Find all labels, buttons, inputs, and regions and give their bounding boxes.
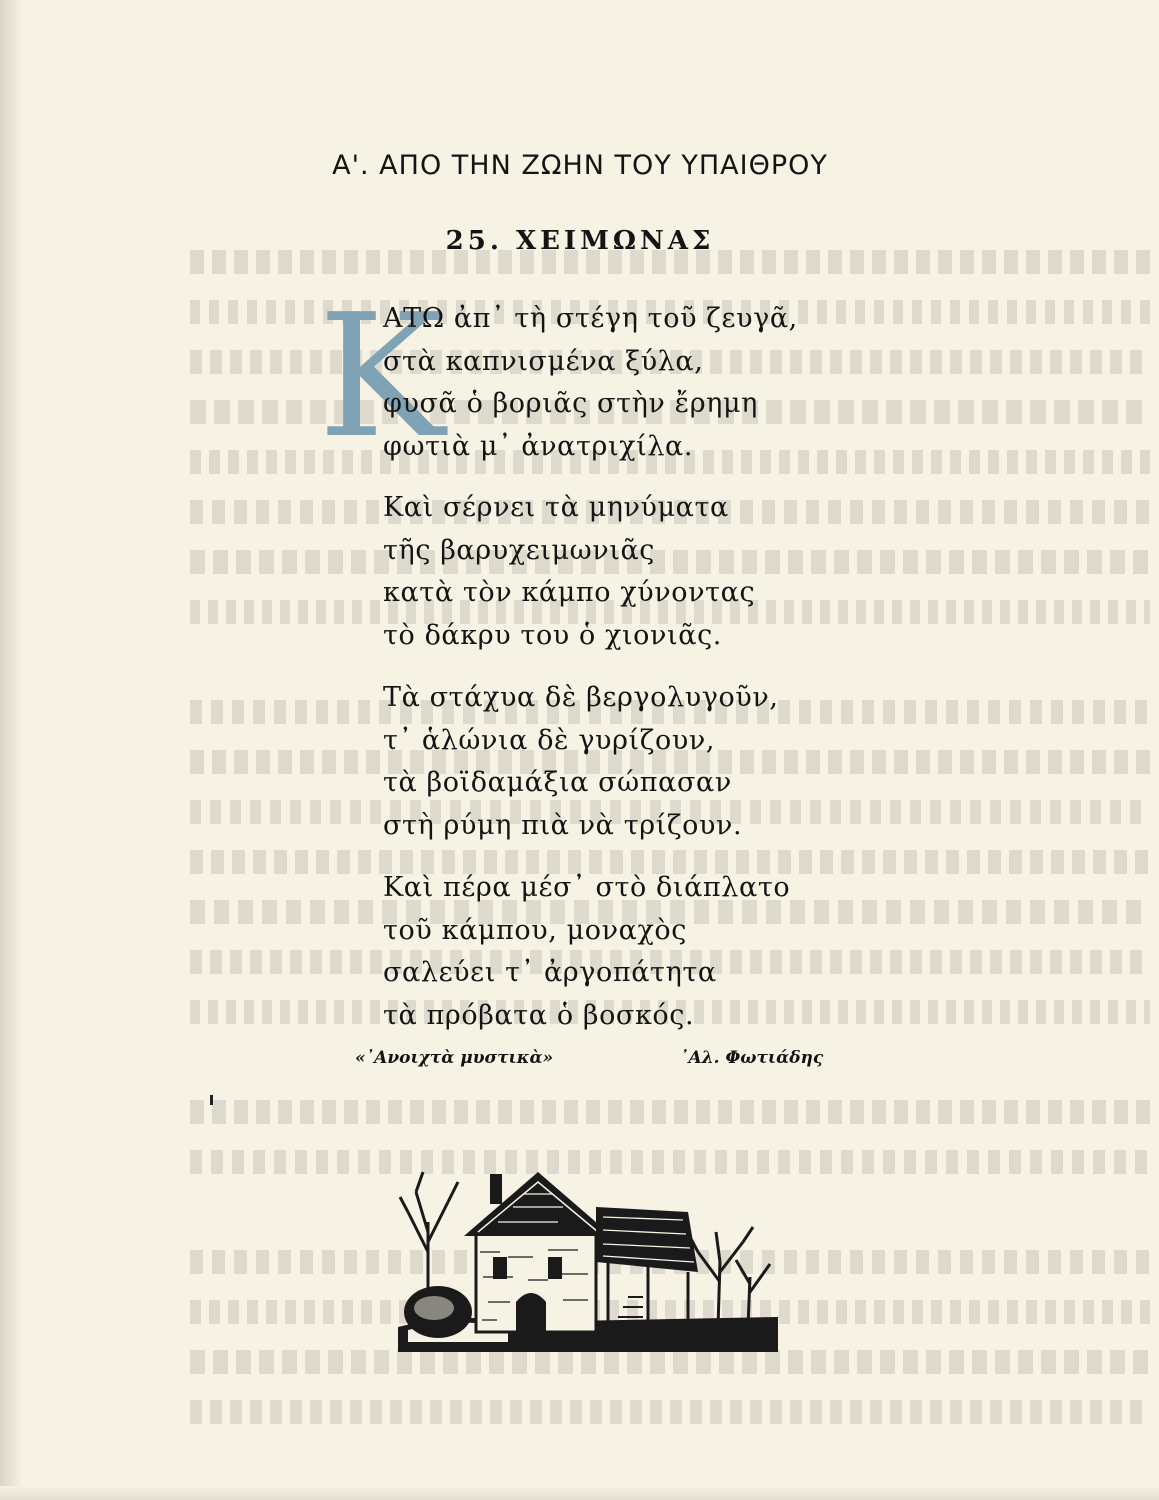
page-edge-shadow xyxy=(0,0,22,1500)
stanza-4 xyxy=(383,867,790,1037)
poem-line: τὸ δάκρυ του ὁ χιονιᾶς. xyxy=(383,619,722,651)
section-title: Α'. ΑΠΟ ΤΗΝ ΖΩΗΝ ΤΟΥ ΥΠΑΙΘΡΟΥ xyxy=(332,150,828,181)
poem-line: τῆς βαρυχειμωνιᾶς xyxy=(383,534,655,566)
poem-line: τὰ βοϊδαμάξια σώπασαν xyxy=(383,767,732,798)
page-bottom-shadow xyxy=(0,1486,1159,1500)
poem-title: 25. ΧΕΙΜΩΝΑΣ xyxy=(445,226,715,256)
poem-line: κατὰ τὸν κάμπο χύνοντας xyxy=(383,577,756,608)
poem-line: τ᾽ ἁλώνια δὲ γυρίζουν, xyxy=(383,724,716,756)
poem-line: Τὰ στάχυα δὲ βεργολυγοῦν, xyxy=(383,682,779,713)
stanza-2 xyxy=(383,487,755,657)
poem-line: τὰ πρόβατα ὁ βοσκός. xyxy=(383,999,695,1031)
village-house-icon xyxy=(398,1152,778,1352)
poem-line: σαλεύει τ᾽ ἀργοπάτητα xyxy=(383,957,717,988)
poem-line: φωτιὰ μ᾽ ἀνατριχίλα. xyxy=(383,430,694,462)
poem-line: τοῦ κάμπου, μοναχὸς xyxy=(383,914,688,946)
poem-source: «᾿Ανοιχτὰ μυστικὰ» xyxy=(355,1048,554,1068)
ink-speck xyxy=(210,1095,213,1105)
poem-line: Καὶ σέρνει τὰ μηνύματα xyxy=(383,492,729,523)
poem-line: φυσᾶ ὁ βοριᾶς στὴν ἔρημη xyxy=(383,388,758,419)
poem-line: Καὶ πέρα μέσ᾽ στὸ διάπλατο xyxy=(383,872,791,903)
poem-author: ᾿Αλ. Φωτιάδης xyxy=(680,1048,824,1068)
stanza-3 xyxy=(383,677,779,847)
poem-line: στὰ καπνισμένα ξύλα, xyxy=(383,345,704,377)
poem-line: ΑΤΩ ἀπ᾽ τὴ στέγη τοῦ ζευγᾶ, xyxy=(383,303,798,334)
poem-line: στὴ ρύμη πιὰ νὰ τρίζουν. xyxy=(383,809,743,841)
drop-cap: Κ xyxy=(318,278,446,476)
stanza-1 xyxy=(383,298,798,468)
